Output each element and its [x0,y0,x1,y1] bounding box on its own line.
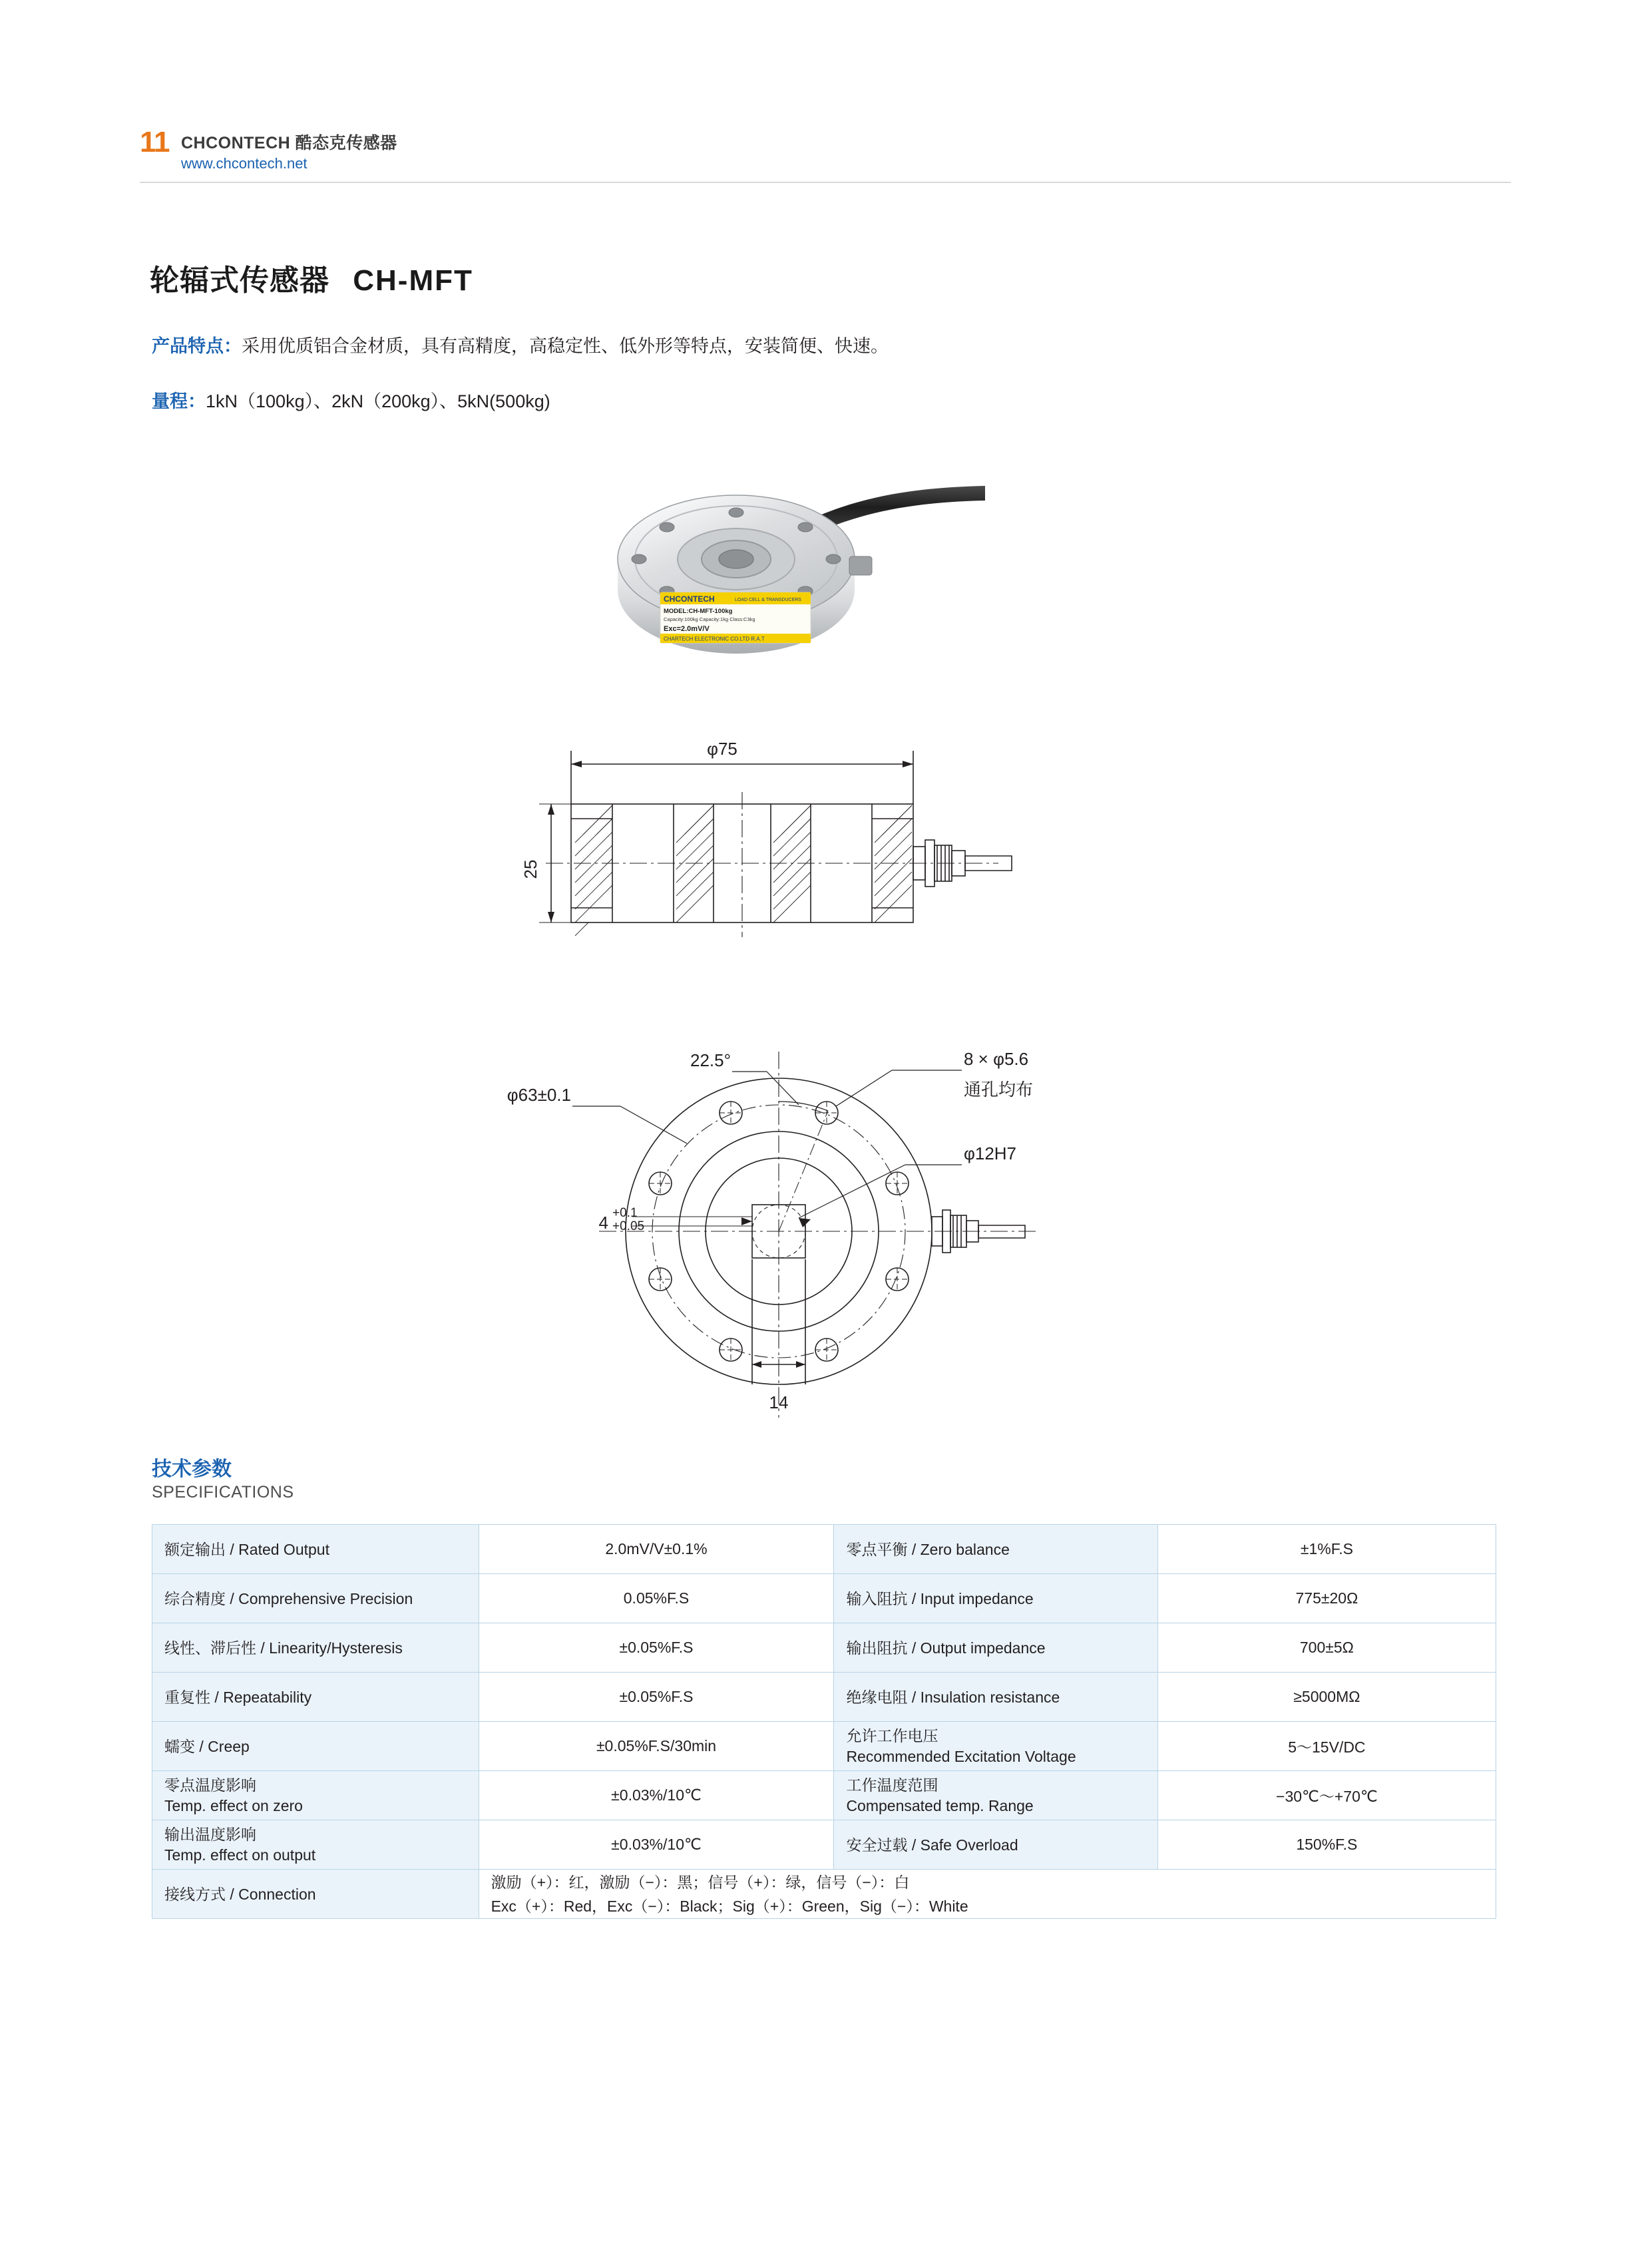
side-view-drawing [519,725,1132,952]
table-row [152,1722,1496,1771]
side-diameter-dim: φ75 [707,739,737,759]
spec-label-en: Compensated temp. Range [846,1796,1034,1814]
spec-value: ±0.05%F.S/30min [479,1722,834,1771]
page-number: 11 [140,126,170,158]
header-divider [140,182,1511,183]
side-thickness-dim: 25 [520,859,540,879]
spec-label: 蠕变 / Creep [152,1722,479,1771]
specifications-table [152,1524,1496,1919]
spec-value: 2.0mV/V±0.1% [479,1525,834,1574]
front-holes-dim: 8 × φ5.6 [964,1049,1029,1069]
spec-label: 安全过载 / Safe Overload [834,1820,1157,1870]
spec-value: ≥5000MΩ [1157,1673,1496,1722]
product-title-model: CH-MFT [353,264,473,297]
spec-value: 775±20Ω [1157,1574,1496,1623]
spec-label [152,1771,479,1820]
spec-label [834,1771,1157,1820]
spec-value: ±0.05%F.S [479,1673,834,1722]
range-label: 量程： [152,391,206,411]
spec-label-en: Recommended Excitation Voltage [846,1747,1076,1765]
svg-text:MODEL:CH-MFT-100kg: MODEL:CH-MFT-100kg [664,608,733,615]
product-title-cn: 轮辐式传感器 [150,264,329,297]
spec-label-en: Temp. effect on output [164,1846,316,1864]
spec-label: 综合精度 / Comprehensive Precision [152,1574,479,1623]
svg-text:Exc=2.0mV/V: Exc=2.0mV/V [664,625,710,633]
table-row [152,1574,1496,1623]
product-photo [586,459,998,686]
spec-label: 额定输出 / Rated Output [152,1525,479,1574]
spec-label: 线性、滞后性 / Linearity/Hysteresis [152,1623,479,1673]
svg-text:LOAD CELL & TRANSDUCERS: LOAD CELL & TRANSDUCERS [735,598,801,602]
spec-value: 150%F.S [1157,1820,1496,1870]
front-width-dim: 14 [769,1392,789,1412]
product-range-row [152,388,550,415]
spec-value: 0.05%F.S [479,1574,834,1623]
page-header [140,123,1538,183]
spec-label: 绝缘电阻 / Insulation resistance [834,1673,1157,1722]
front-holes-note: 通孔均布 [964,1080,1034,1100]
spec-value: −30℃～+70℃ [1157,1771,1496,1820]
front-boltcircle-dim: φ63±0.1 [507,1085,571,1105]
table-row [152,1820,1496,1870]
spec-label: 输入阻抗 / Input impedance [834,1574,1157,1623]
sensor-cable [820,486,985,528]
feature-text: 采用优质铝合金材质，具有高精度，高稳定性、低外形等特点，安装简便、快速。 [242,336,889,356]
connection-line-cn: 激励（+）：红，激励（−）：黑；信号（+）：绿，信号（−）：白 [491,1873,910,1891]
product-label [660,592,811,643]
spec-label-cn: 允许工作电压 [846,1727,938,1744]
table-row [152,1673,1496,1722]
front-view-drawing [466,965,1171,1444]
connection-label: 接线方式 / Connection [152,1870,479,1919]
svg-text:CHARTECH ELECTRONIC CO.LTD R.A: CHARTECH ELECTRONIC CO.LTD R.A.T [664,636,765,642]
front-bore-dim: φ12H7 [964,1143,1017,1163]
svg-text:Capacity:100kg Capacity:1kg Cl: Capacity:100kg Capacity:1kg Class:C3kg [664,616,755,622]
spec-label: 输出阻抗 / Output impedance [834,1623,1157,1673]
spec-value: 5～15V/DC [1157,1722,1496,1771]
front-tol-lower: +0.05 [612,1219,645,1233]
front-tol-value: 4 [598,1213,608,1233]
spec-label: 零点平衡 / Zero balance [834,1525,1157,1574]
spec-value: ±1%F.S [1157,1525,1496,1574]
feature-label: 产品特点： [152,336,242,356]
spec-label-cn: 零点温度影响 [164,1776,256,1794]
spec-label [834,1722,1157,1771]
spec-value: ±0.03%/10℃ [479,1820,834,1870]
table-row [152,1771,1496,1820]
specs-heading-cn: 技术参数 [152,1458,232,1480]
spec-label-cn: 输出温度影响 [164,1825,256,1843]
spec-label [152,1820,479,1870]
spec-label-en: Temp. effect on zero [164,1796,303,1814]
spec-value: ±0.03%/10℃ [479,1771,834,1820]
company-website[interactable]: www.chcontech.net [181,155,308,172]
connection-value [479,1870,1496,1919]
specs-heading-en: SPECIFICATIONS [152,1483,294,1502]
table-row [152,1525,1496,1574]
table-row [152,1623,1496,1673]
spec-value: 700±5Ω [1157,1623,1496,1673]
front-angle-dim: 22.5° [690,1050,731,1070]
product-feature-row [152,333,889,359]
front-tol-upper: +0.1 [612,1206,638,1220]
range-text: 1kN（100kg）、2kN（200kg）、5kN(500kg) [206,391,550,411]
page-title [150,256,473,299]
company-name: CHCONTECH 酷态克传感器 [181,134,397,152]
connection-line-en: Exc（+）：Red，Exc（−）：Black；Sig（+）：Green，Sig（−）：White [491,1897,968,1915]
spec-label-cn: 工作温度范围 [846,1776,938,1794]
spec-label: 重复性 / Repeatability [152,1673,479,1722]
table-row-connection [152,1870,1496,1919]
spec-value: ±0.05%F.S [479,1623,834,1673]
svg-text:CHCONTECH: CHCONTECH [664,594,715,604]
